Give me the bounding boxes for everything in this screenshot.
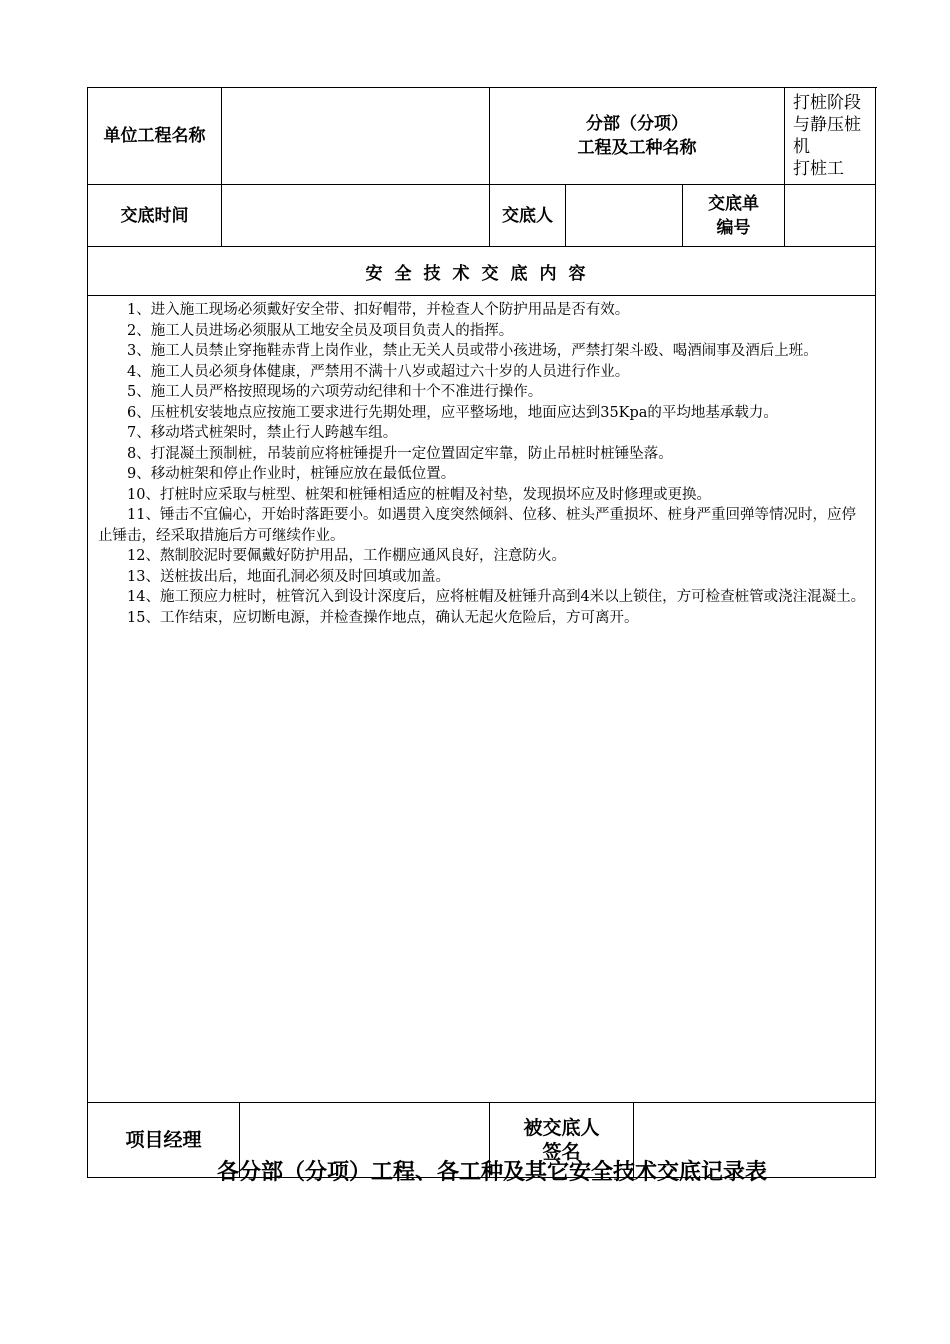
subproject-label-line2: 工程及工种名称 (577, 138, 697, 158)
content-heading: 安全技术交底内容 (88, 247, 876, 296)
briefer-value[interactable] (566, 185, 683, 247)
briefing-form (87, 87, 875, 1178)
doc-number-label-line1: 交底单 (708, 193, 759, 214)
recipient-label-line2: 签名 (542, 1141, 581, 1163)
briefing-time-label: 交底时间 (88, 185, 222, 247)
content-item: 14、施工预应力桩时，桩管沉入到设计深度后，应将桩帽及桩锤升高到4米以上锁住，方可检查桩管或浇注混凝土。 (127, 589, 866, 605)
content-item: 4、施工人员必须身体健康，严禁用不满十八岁或超过六十岁的人员进行作业。 (127, 363, 630, 380)
content-item: 2、施工人员进场必须服从工地安全员及项目负责人的指挥。 (127, 322, 514, 339)
content-item: 12、熬制胶泥时要佩戴好防护用品，工作棚应通风良好，注意防火。 (127, 548, 566, 564)
subproject-label (490, 88, 785, 185)
content-item: 10、打桩时应采取与桩型、桩架和桩锤相适应的桩帽及衬垫，发现损坏应及时修理或更换。 (127, 486, 711, 503)
content-body (88, 296, 876, 1103)
content-item: 6、压桩机安装地点应按施工要求进行先期处理，应平整场地，地面应达到35Kpa的平均地基承载力。 (127, 404, 778, 421)
recipient-label-line1: 被交底人 (523, 1117, 600, 1139)
content-item: 1、进入施工现场必须戴好安全带、扣好帽带，并检查人个防护用品是否有效。 (127, 302, 630, 318)
header-table (87, 87, 876, 1103)
project-manager-label: 项目经理 (88, 1103, 240, 1178)
content-item: 15、工作结束，应切断电源，并检查操作地点，确认无起火危险后，方可离开。 (127, 609, 639, 626)
content-item: 7、移动塔式桩架时，禁止行人跨越车组。 (127, 425, 398, 441)
content-item: 3、施工人员禁止穿拖鞋赤背上岗作业，禁止无关人员或带小孩进场，严禁打架斗殴、喝酒闹事及酒后上班。 (127, 343, 818, 359)
content-item: 11、锤击不宜偏心，开始时落距要小。如遇贯入度突然倾斜、位移、桩头严重损坏、桩身严重回弹等情况时，应停止锤击，经采取措施后方可继续作业。 (98, 507, 856, 544)
form-title: 各分部（分项）工程、各工种及其它安全技术交底记录表 (216, 1160, 767, 1185)
subproject-value-line2: 打桩工 (793, 159, 844, 179)
subproject-label-line1: 分部（分项） (586, 114, 688, 134)
unit-project-label: 单位工程名称 (88, 88, 222, 185)
content-item: 9、移动桩架和停止作业时，桩锤应放在最低位置。 (127, 466, 456, 482)
doc-number-label (683, 185, 785, 247)
subproject-value[interactable] (785, 88, 876, 185)
content-item: 5、施工人员严格按照现场的六项劳动纪律和十个不准进行操作。 (127, 384, 543, 400)
doc-number-value[interactable] (785, 185, 876, 247)
doc-number-label-line2: 编号 (716, 217, 751, 238)
briefing-time-value[interactable] (222, 185, 490, 247)
content-item: 8、打混凝土预制桩，吊装前应将桩锤提升一定位置固定牢靠，防止吊桩时桩锤坠落。 (127, 445, 673, 462)
unit-project-value[interactable] (222, 88, 490, 185)
subproject-value-line1: 打桩阶段与静压桩机 (793, 93, 861, 157)
briefer-label: 交底人 (490, 185, 566, 247)
content-item: 13、送桩拔出后，地面孔洞必须及时回填或加盖。 (127, 568, 450, 585)
